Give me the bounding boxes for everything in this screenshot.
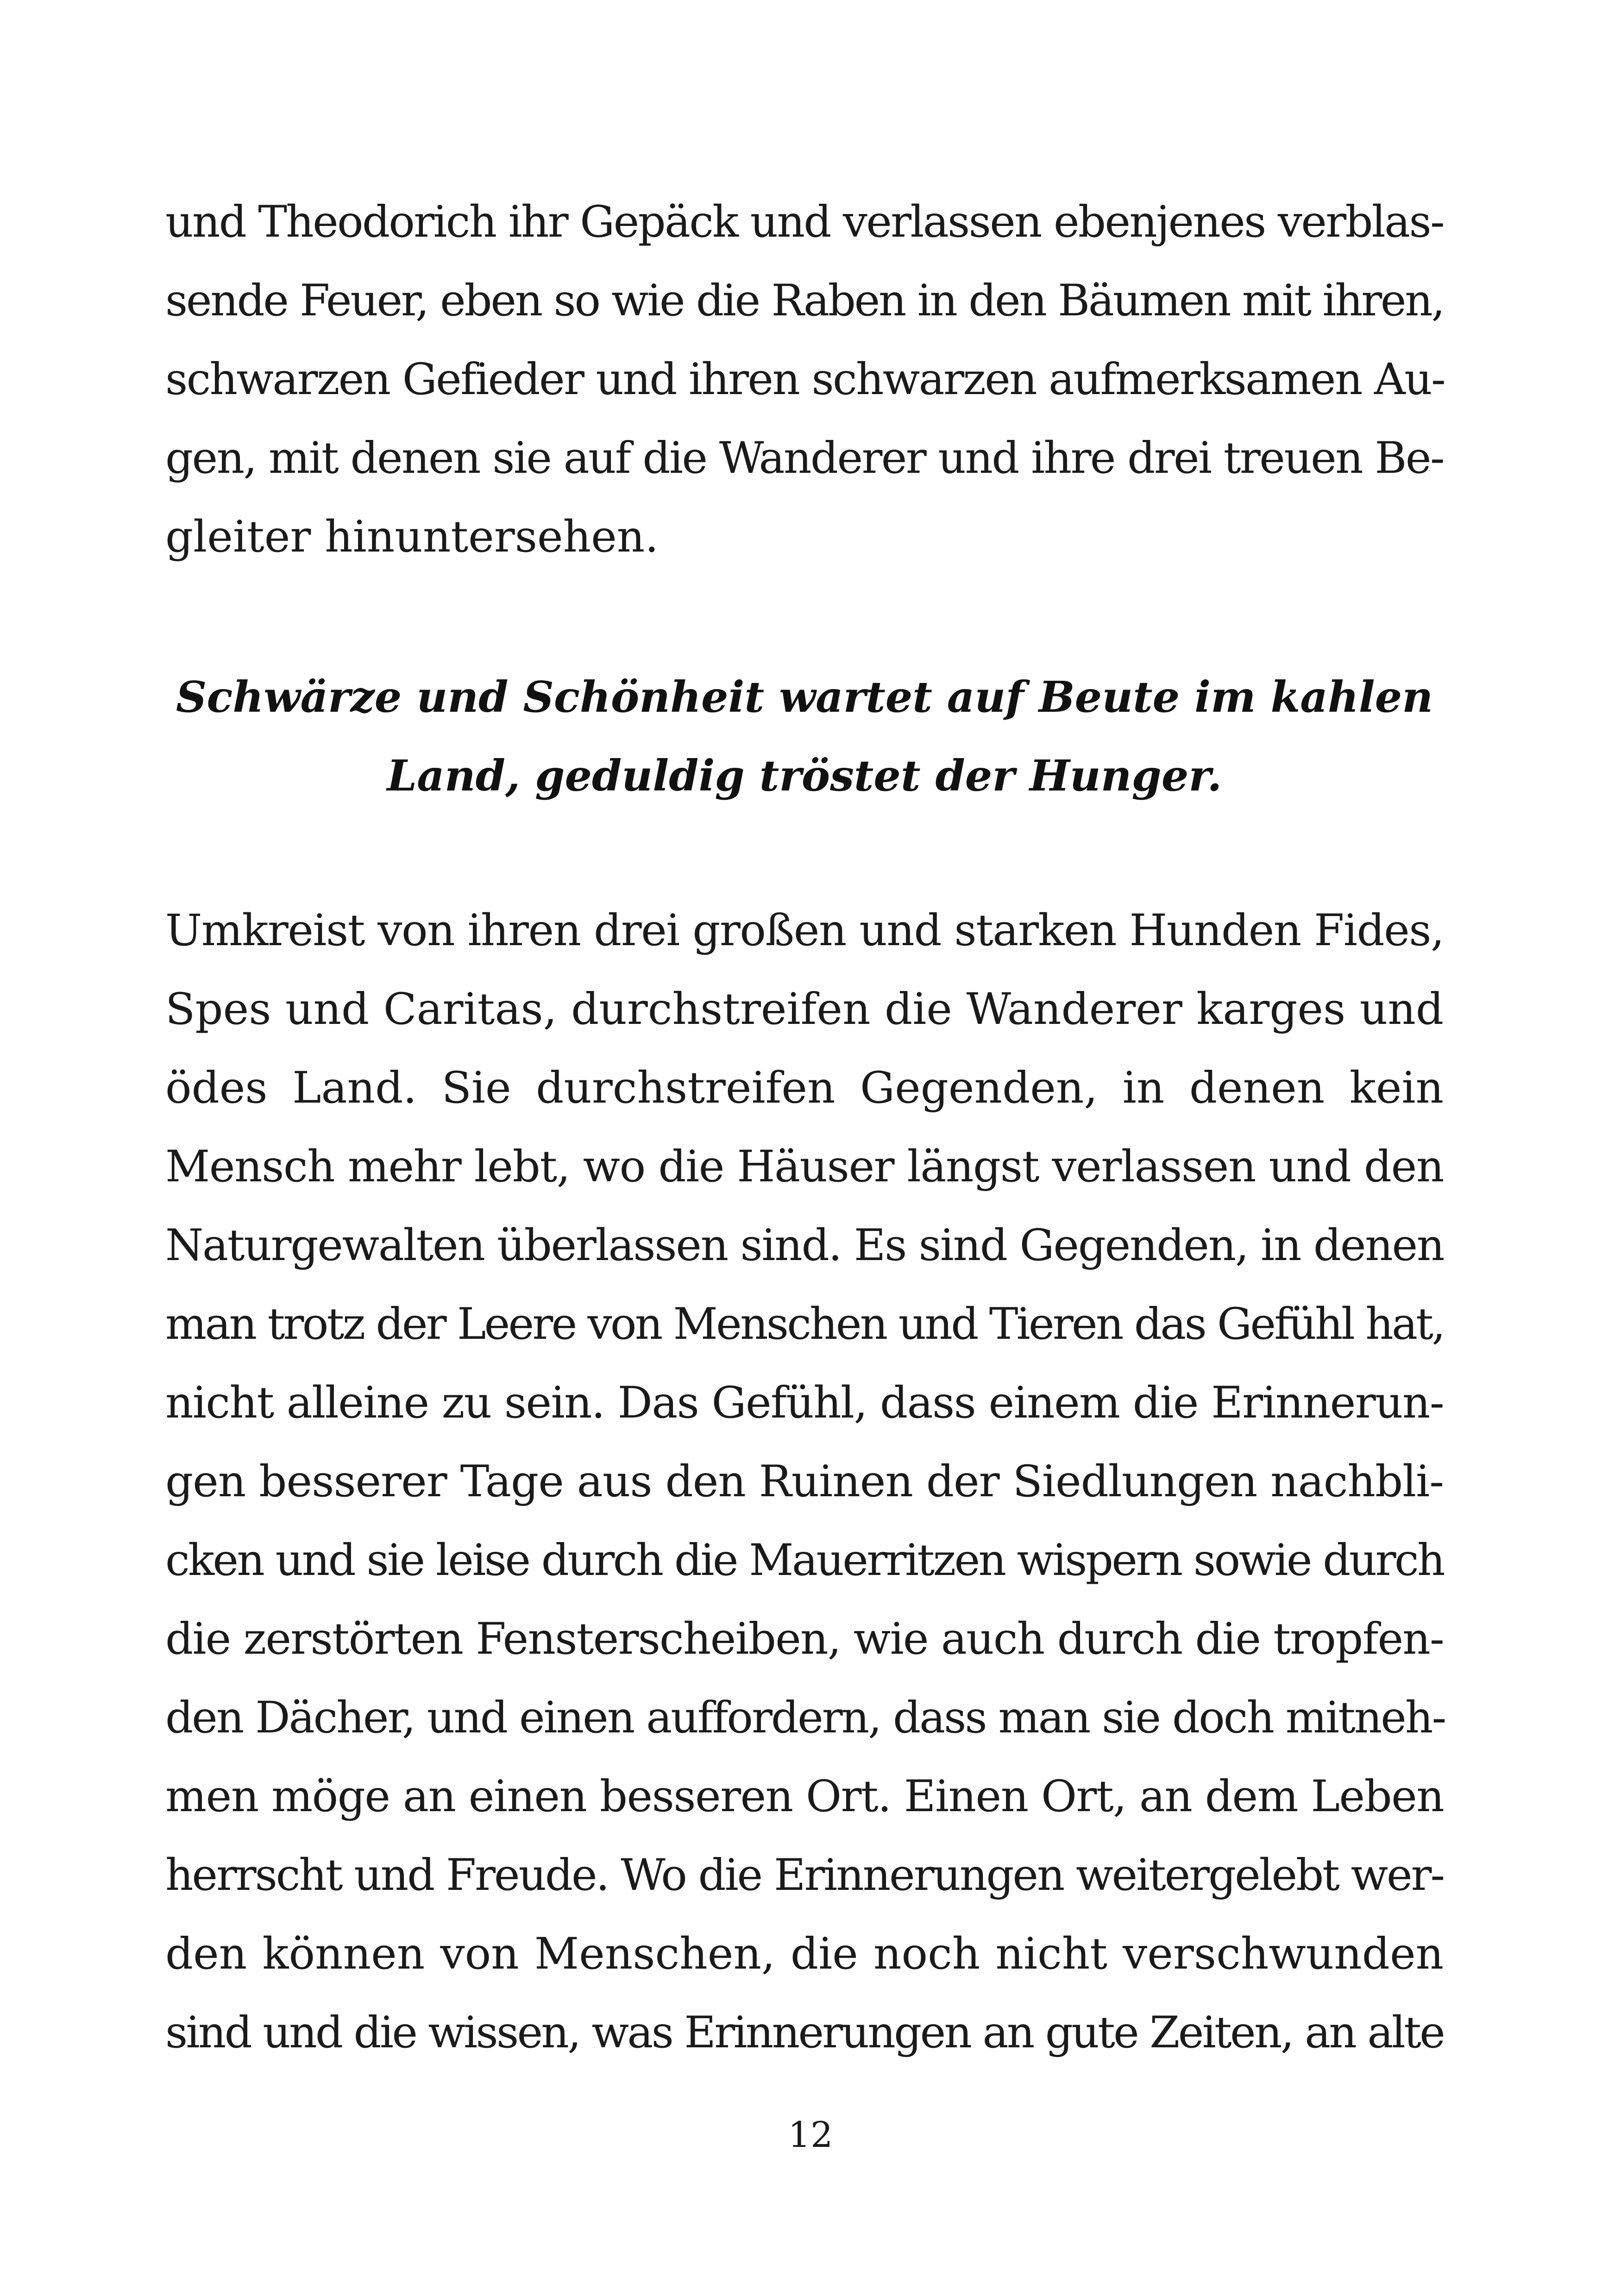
paragraph-line: ödes Land. Sie durchstreifen Gegenden, in denen kein — [165, 1063, 1444, 1113]
paragraph-line: schwarzen Gefieder und ihren schwarzen aufmerksamen Au- — [165, 354, 1445, 405]
paragraph-line: und Theodorich ihr Gepäck und verlassen ebenjenes verblas- — [165, 197, 1444, 247]
paragraph-line: den können von Menschen, die noch nicht verschwunden — [165, 1929, 1444, 1979]
paragraph-2 — [165, 891, 1444, 2072]
page-number: 12 — [788, 2114, 833, 2155]
paragraph-line: man trotz der Leere von Menschen und Tieren das Gefühl hat, — [165, 1299, 1444, 1349]
paragraph-line: herrscht und Freude. Wo die Erinnerungen weitergelebt wer- — [165, 1850, 1444, 1901]
paragraph-line: men möge an einen besseren Ort. Einen Ort, an dem Leben — [165, 1771, 1444, 1822]
paragraph-line: gen besserer Tage aus den Ruinen der Siedlungen nachbli- — [165, 1456, 1444, 1507]
paragraph-line: Spes und Caritas, durchstreifen die Wanderer karges und — [165, 984, 1444, 1035]
paragraph-line: nicht alleine zu sein. Das Gefühl, dass einem die Erinnerun- — [165, 1378, 1444, 1428]
quote-line: Land, geduldig tröstet der Hunger. — [387, 751, 1222, 801]
paragraph-line: Naturgewalten überlassen sind. Es sind Gegenden, in denen — [165, 1220, 1444, 1271]
paragraph-line: den Dächer, und einen auffordern, dass man sie doch mitneh- — [165, 1693, 1445, 1743]
italic-quote — [165, 658, 1444, 815]
paragraph-line: gen, mit denen sie auf die Wanderer und ihre drei treuen Be- — [165, 433, 1444, 483]
paragraph-line: sind und die wissen, was Erinnerungen an gute Zeiten, an alte — [165, 2007, 1444, 2058]
quote-line: Schwärze und Schönheit wartet auf Beute im kahlen — [176, 672, 1433, 722]
paragraph-line: die zerstörten Fensterscheiben, wie auch durch die tropfen- — [165, 1614, 1444, 1664]
paragraph-line: sende Feuer, eben so wie die Raben in den Bäumen mit ihren, — [165, 276, 1444, 326]
paragraph-line: Mensch mehr lebt, wo die Häuser längst verlassen und den — [165, 1142, 1444, 1192]
paragraph-line: gleiter hinuntersehen. — [165, 512, 659, 562]
paragraph-line: Umkreist von ihren drei großen und starken Hunden Fides, — [165, 905, 1444, 956]
paragraph-1 — [165, 183, 1444, 577]
paragraph-line: cken und sie leise durch die Mauerritzen wispern sowie durch — [165, 1535, 1444, 1586]
